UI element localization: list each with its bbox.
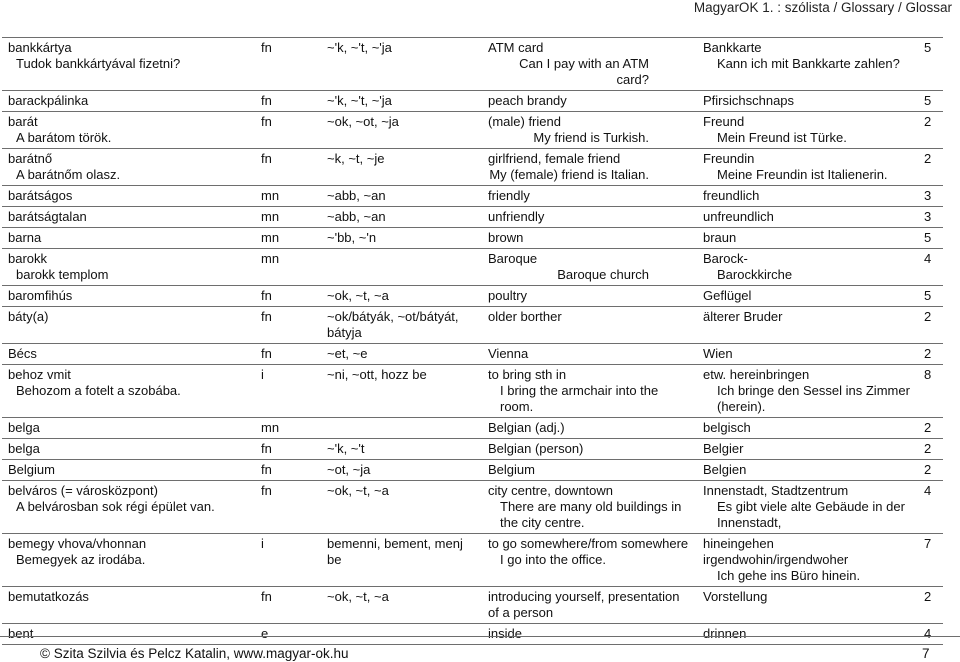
english-translation-text: ATM card xyxy=(488,40,544,55)
english-translation-example: My (female) friend is Italian. xyxy=(489,167,649,182)
inflected-forms xyxy=(321,149,482,186)
inflected-forms-text: ~'bb, ~'n xyxy=(327,230,377,245)
hungarian-headword-text: belváros (= városközpont) xyxy=(8,483,158,498)
hungarian-headword-example: Bemegyek az irodába. xyxy=(16,552,146,567)
part-of-speech-text: mn xyxy=(261,251,280,266)
english-translation xyxy=(482,186,697,207)
german-translation-text: Freundin xyxy=(703,151,755,166)
level-text: 4 xyxy=(924,626,932,641)
hungarian-headword-text: belga xyxy=(8,420,40,435)
english-translation xyxy=(482,439,697,460)
glossary-row xyxy=(2,439,943,460)
english-translation xyxy=(482,112,697,149)
english-translation-text: Belgian (adj.) xyxy=(488,420,565,435)
german-translation-text: Geflügel xyxy=(703,288,752,303)
german-translation-text: braun xyxy=(703,230,737,245)
level-text: 8 xyxy=(924,367,932,382)
part-of-speech-text: fn xyxy=(261,93,272,108)
hungarian-headword xyxy=(2,186,255,207)
level xyxy=(918,534,943,587)
english-translation xyxy=(482,307,697,344)
hungarian-headword xyxy=(2,344,255,365)
german-translation xyxy=(697,286,918,307)
german-translation-text: freundlich xyxy=(703,188,760,203)
part-of-speech-text: e xyxy=(261,626,269,641)
german-translation-text: Belgier xyxy=(703,441,744,456)
part-of-speech xyxy=(255,286,321,307)
hungarian-headword-text: bemegy vhova/vhonnan xyxy=(8,536,147,551)
part-of-speech xyxy=(255,307,321,344)
part-of-speech xyxy=(255,91,321,112)
english-translation xyxy=(482,207,697,228)
level xyxy=(918,587,943,624)
german-translation-example: Barockkirche xyxy=(717,267,793,282)
german-translation-example: Ich bringe den Sessel ins Zimmer (herein). xyxy=(717,383,910,414)
part-of-speech-text: fn xyxy=(261,441,272,456)
inflected-forms-text: ~abb, ~an xyxy=(327,188,386,203)
english-translation-text: Vienna xyxy=(488,346,529,361)
inflected-forms-text: ~'k, ~'t xyxy=(327,441,365,456)
hungarian-headword-text: baromfihús xyxy=(8,288,73,303)
english-translation-example: My friend is Turkish. xyxy=(533,130,649,145)
part-of-speech xyxy=(255,534,321,587)
level-text: 3 xyxy=(924,209,932,224)
level-text: 5 xyxy=(924,230,932,245)
hungarian-headword-text: barátságtalan xyxy=(8,209,87,224)
level xyxy=(918,624,943,645)
hungarian-headword xyxy=(2,91,255,112)
part-of-speech xyxy=(255,481,321,534)
german-translation-text: Pfirsichschnaps xyxy=(703,93,795,108)
inflected-forms xyxy=(321,228,482,249)
german-translation xyxy=(697,38,918,91)
glossary-row xyxy=(2,587,943,624)
english-translation-example: I go into the office. xyxy=(500,552,606,567)
hungarian-headword xyxy=(2,38,255,91)
glossary-row xyxy=(2,365,943,418)
part-of-speech xyxy=(255,228,321,249)
english-translation-example: Can I pay with an ATM card? xyxy=(519,56,649,87)
hungarian-headword-text: barackpálinka xyxy=(8,93,89,108)
part-of-speech-text: fn xyxy=(261,309,272,324)
inflected-forms xyxy=(321,439,482,460)
level-text: 4 xyxy=(924,483,932,498)
glossary-row xyxy=(2,91,943,112)
glossary-row xyxy=(2,112,943,149)
inflected-forms-text: ~ot, ~ja xyxy=(327,462,371,477)
part-of-speech xyxy=(255,365,321,418)
hungarian-headword-text: barátságos xyxy=(8,188,73,203)
level xyxy=(918,249,943,286)
hungarian-headword xyxy=(2,439,255,460)
part-of-speech xyxy=(255,418,321,439)
german-translation xyxy=(697,307,918,344)
level-text: 7 xyxy=(924,536,932,551)
inflected-forms xyxy=(321,38,482,91)
hungarian-headword xyxy=(2,365,255,418)
inflected-forms-text: ~'k, ~'t, ~'ja xyxy=(327,93,392,108)
level xyxy=(918,307,943,344)
german-translation-example: Mein Freund ist Türke. xyxy=(717,130,847,145)
level-text: 5 xyxy=(924,93,932,108)
level xyxy=(918,38,943,91)
part-of-speech xyxy=(255,38,321,91)
page-number: 7 xyxy=(922,646,930,661)
german-translation-text: Belgien xyxy=(703,462,747,477)
inflected-forms-text: ~ok, ~t, ~a xyxy=(327,483,389,498)
level xyxy=(918,207,943,228)
german-translation xyxy=(697,91,918,112)
english-translation-text: girlfriend, female friend xyxy=(488,151,621,166)
part-of-speech xyxy=(255,149,321,186)
glossary-row xyxy=(2,149,943,186)
german-translation-text: etw. hereinbringen xyxy=(703,367,810,382)
hungarian-headword-example: A belvárosban sok régi épület van. xyxy=(16,499,215,514)
english-translation-text: friendly xyxy=(488,188,530,203)
hungarian-headword xyxy=(2,460,255,481)
hungarian-headword-text: Bécs xyxy=(8,346,37,361)
english-translation-text: inside xyxy=(488,626,522,641)
inflected-forms-text: bemenni, bement, menj be xyxy=(327,536,463,567)
part-of-speech xyxy=(255,249,321,286)
inflected-forms xyxy=(321,344,482,365)
glossary-row xyxy=(2,207,943,228)
level xyxy=(918,286,943,307)
english-translation xyxy=(482,38,697,91)
glossary-row xyxy=(2,418,943,439)
level-text: 2 xyxy=(924,589,932,604)
level-text: 5 xyxy=(924,288,932,303)
level-text: 2 xyxy=(924,346,932,361)
part-of-speech-text: fn xyxy=(261,483,272,498)
english-translation xyxy=(482,481,697,534)
glossary-row xyxy=(2,624,943,645)
german-translation xyxy=(697,112,918,149)
level xyxy=(918,481,943,534)
english-translation-text: unfriendly xyxy=(488,209,545,224)
german-translation-text: belgisch xyxy=(703,420,751,435)
hungarian-headword-text: bemutatkozás xyxy=(8,589,89,604)
german-translation-text: hineingehen irgendwohin/irgendwoher xyxy=(703,536,849,567)
hungarian-headword xyxy=(2,228,255,249)
english-translation xyxy=(482,534,697,587)
level-text: 4 xyxy=(924,251,932,266)
level-text: 2 xyxy=(924,309,932,324)
english-translation-text: Belgian (person) xyxy=(488,441,584,456)
inflected-forms xyxy=(321,460,482,481)
german-translation-text: unfreundlich xyxy=(703,209,774,224)
glossary-row xyxy=(2,344,943,365)
german-translation-text: drinnen xyxy=(703,626,747,641)
part-of-speech xyxy=(255,112,321,149)
hungarian-headword xyxy=(2,112,255,149)
level xyxy=(918,228,943,249)
inflected-forms xyxy=(321,481,482,534)
level-text: 2 xyxy=(924,441,932,456)
inflected-forms-text: ~et, ~e xyxy=(327,346,368,361)
inflected-forms xyxy=(321,286,482,307)
hungarian-headword xyxy=(2,587,255,624)
english-translation-text: peach brandy xyxy=(488,93,567,108)
part-of-speech-text: fn xyxy=(261,346,272,361)
hungarian-headword xyxy=(2,307,255,344)
hungarian-headword-example: A barátnőm olasz. xyxy=(16,167,121,182)
hungarian-headword-text: barokk xyxy=(8,251,48,266)
footer-copyright: © Szita Szilvia és Pelcz Katalin, www.magyar-ok.hu xyxy=(40,646,349,661)
part-of-speech xyxy=(255,460,321,481)
inflected-forms xyxy=(321,365,482,418)
inflected-forms xyxy=(321,587,482,624)
level-text: 2 xyxy=(924,462,932,477)
german-translation-example: Meine Freundin ist Italienerin. xyxy=(717,167,888,182)
level xyxy=(918,186,943,207)
inflected-forms xyxy=(321,112,482,149)
part-of-speech xyxy=(255,186,321,207)
english-translation xyxy=(482,249,697,286)
german-translation xyxy=(697,481,918,534)
inflected-forms xyxy=(321,207,482,228)
glossary-row xyxy=(2,286,943,307)
german-translation-text: Barock- xyxy=(703,251,748,266)
inflected-forms xyxy=(321,186,482,207)
german-translation-text: Wien xyxy=(703,346,733,361)
german-translation-text: Vorstellung xyxy=(703,589,768,604)
glossary-row xyxy=(2,38,943,91)
english-translation xyxy=(482,149,697,186)
inflected-forms-text: ~k, ~t, ~je xyxy=(327,151,385,166)
hungarian-headword-text: bankkártya xyxy=(8,40,72,55)
german-translation-example: Es gibt viele alte Gebäude in der Innenstadt, xyxy=(717,499,905,530)
german-translation xyxy=(697,460,918,481)
glossary-row xyxy=(2,249,943,286)
part-of-speech-text: i xyxy=(261,367,264,382)
glossary-row xyxy=(2,228,943,249)
german-translation-example: Kann ich mit Bankkarte zahlen? xyxy=(717,56,900,71)
german-translation xyxy=(697,439,918,460)
level xyxy=(918,460,943,481)
english-translation-text: Baroque xyxy=(488,251,538,266)
level xyxy=(918,344,943,365)
part-of-speech-text: mn xyxy=(261,420,280,435)
english-translation-text: older borther xyxy=(488,309,562,324)
german-translation xyxy=(697,624,918,645)
hungarian-headword xyxy=(2,207,255,228)
glossary-table xyxy=(2,37,943,645)
german-translation xyxy=(697,418,918,439)
part-of-speech xyxy=(255,344,321,365)
german-translation xyxy=(697,534,918,587)
german-translation xyxy=(697,587,918,624)
hungarian-headword xyxy=(2,286,255,307)
glossary-body xyxy=(2,38,943,645)
part-of-speech-text: mn xyxy=(261,188,280,203)
hungarian-headword-text: Belgium xyxy=(8,462,55,477)
part-of-speech-text: fn xyxy=(261,114,272,129)
hungarian-headword-text: barna xyxy=(8,230,42,245)
level-text: 5 xyxy=(924,40,932,55)
english-translation-text: brown xyxy=(488,230,524,245)
hungarian-headword-text: bent xyxy=(8,626,34,641)
hungarian-headword-example: Behozom a fotelt a szobába. xyxy=(16,383,181,398)
german-translation-text: Freund xyxy=(703,114,745,129)
part-of-speech-text: fn xyxy=(261,462,272,477)
german-translation xyxy=(697,344,918,365)
level xyxy=(918,365,943,418)
german-translation-example: Ich gehe ins Büro hinein. xyxy=(717,568,861,583)
inflected-forms xyxy=(321,418,482,439)
hungarian-headword-text: báty(a) xyxy=(8,309,49,324)
part-of-speech xyxy=(255,207,321,228)
hungarian-headword xyxy=(2,149,255,186)
part-of-speech-text: fn xyxy=(261,589,272,604)
glossary-row xyxy=(2,481,943,534)
german-translation-text: Bankkarte xyxy=(703,40,762,55)
hungarian-headword xyxy=(2,249,255,286)
part-of-speech xyxy=(255,587,321,624)
part-of-speech xyxy=(255,624,321,645)
footer-rule xyxy=(0,636,960,637)
inflected-forms xyxy=(321,534,482,587)
german-translation-text: Innenstadt, Stadtzentrum xyxy=(703,483,849,498)
part-of-speech-text: fn xyxy=(261,40,272,55)
level xyxy=(918,418,943,439)
english-translation-text: poultry xyxy=(488,288,528,303)
hungarian-headword-example: Tudok bankkártyával fizetni? xyxy=(16,56,181,71)
german-translation xyxy=(697,228,918,249)
hungarian-headword-example: barokk templom xyxy=(16,267,109,282)
english-translation xyxy=(482,365,697,418)
english-translation xyxy=(482,286,697,307)
inflected-forms-text: ~ni, ~ott, hozz be xyxy=(327,367,427,382)
english-translation xyxy=(482,228,697,249)
english-translation xyxy=(482,344,697,365)
level-text: 2 xyxy=(924,420,932,435)
english-translation xyxy=(482,91,697,112)
glossary-row xyxy=(2,534,943,587)
english-translation xyxy=(482,624,697,645)
english-translation-text: to go somewhere/from somewhere xyxy=(488,536,689,551)
part-of-speech-text: fn xyxy=(261,151,272,166)
english-translation-example: Baroque church xyxy=(557,267,649,282)
english-translation-text: (male) friend xyxy=(488,114,561,129)
hungarian-headword-example: A barátom török. xyxy=(16,130,112,145)
inflected-forms-text: ~ok/bátyák, ~ot/bátyát, bátyja xyxy=(327,309,459,340)
inflected-forms-text: ~ok, ~t, ~a xyxy=(327,589,389,604)
german-translation xyxy=(697,249,918,286)
hungarian-headword-text: barát xyxy=(8,114,38,129)
english-translation xyxy=(482,460,697,481)
part-of-speech xyxy=(255,439,321,460)
hungarian-headword-text: belga xyxy=(8,441,40,456)
english-translation-text: to bring sth in xyxy=(488,367,567,382)
english-translation-text: city centre, downtown xyxy=(488,483,614,498)
level xyxy=(918,112,943,149)
inflected-forms xyxy=(321,307,482,344)
english-translation-example: I bring the armchair into the room. xyxy=(500,383,659,414)
english-translation xyxy=(482,418,697,439)
part-of-speech-text: mn xyxy=(261,209,280,224)
german-translation xyxy=(697,186,918,207)
page-header xyxy=(694,0,952,20)
inflected-forms-text: ~'k, ~'t, ~'ja xyxy=(327,40,392,55)
english-translation-text: introducing yourself, presentation of a person xyxy=(488,589,680,620)
glossary-row xyxy=(2,307,943,344)
english-translation-example: There are many old buildings in the city centre. xyxy=(500,499,682,530)
hungarian-headword xyxy=(2,481,255,534)
hungarian-headword xyxy=(2,624,255,645)
level-text: 2 xyxy=(924,114,932,129)
glossary-row xyxy=(2,186,943,207)
german-translation-text: älterer Bruder xyxy=(703,309,783,324)
part-of-speech-text: i xyxy=(261,536,264,551)
english-translation xyxy=(482,587,697,624)
inflected-forms xyxy=(321,91,482,112)
hungarian-headword xyxy=(2,534,255,587)
inflected-forms-text: ~ok, ~ot, ~ja xyxy=(327,114,399,129)
part-of-speech-text: mn xyxy=(261,230,280,245)
hungarian-headword xyxy=(2,418,255,439)
level xyxy=(918,439,943,460)
header-title: MagyarOK 1. : szólista / Glossary / Glossar xyxy=(693,0,952,15)
hungarian-headword-text: behoz vmit xyxy=(8,367,71,382)
glossary-row xyxy=(2,460,943,481)
german-translation xyxy=(697,207,918,228)
inflected-forms-text: ~ok, ~t, ~a xyxy=(327,288,389,303)
level xyxy=(918,149,943,186)
level-text: 3 xyxy=(924,188,932,203)
hungarian-headword-text: barátnő xyxy=(8,151,53,166)
inflected-forms-text: ~abb, ~an xyxy=(327,209,386,224)
german-translation xyxy=(697,365,918,418)
level xyxy=(918,91,943,112)
german-translation xyxy=(697,149,918,186)
part-of-speech-text: fn xyxy=(261,288,272,303)
inflected-forms xyxy=(321,624,482,645)
level-text: 2 xyxy=(924,151,932,166)
english-translation-text: Belgium xyxy=(488,462,535,477)
inflected-forms xyxy=(321,249,482,286)
